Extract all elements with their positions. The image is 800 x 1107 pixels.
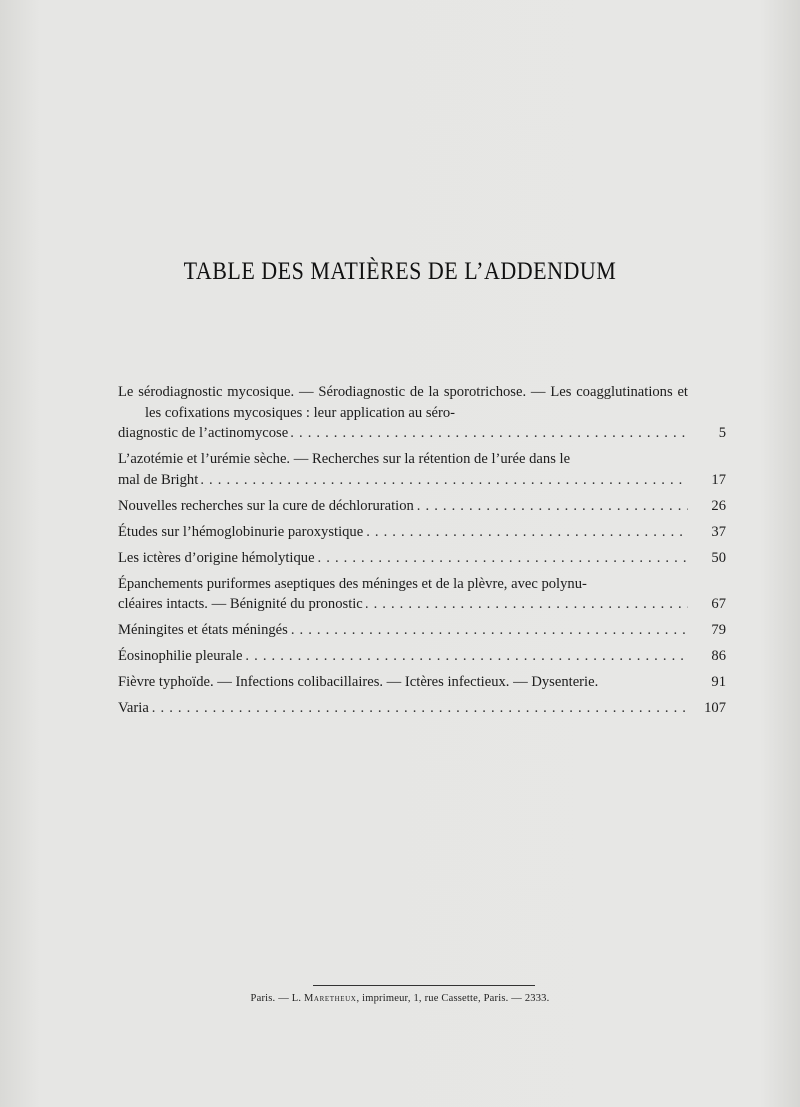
dot-leader [291, 620, 688, 641]
dot-leader [366, 594, 688, 615]
footer-prefix: Paris. — L. [250, 993, 304, 1004]
toc-page-number: 107 [704, 700, 726, 716]
toc-page-number: 26 [711, 497, 726, 514]
toc-entry-final-text: Varia [118, 700, 149, 716]
toc-entry-body [118, 382, 726, 444]
toc-entry-final-text: Éosinophilie pleurale [118, 648, 243, 664]
toc-entry-final-text: Fièvre typhoïde. — Infections colibacillaires. — Ictères infectieux. — Dysenterie. [118, 674, 599, 690]
dot-leader [201, 470, 688, 491]
toc-entry [118, 698, 726, 719]
toc-entry-body [118, 522, 726, 543]
toc-entry-last-line [118, 594, 726, 615]
footer-suffix: , imprimeur, 1, rue Cassette, Paris. — 2333. [356, 993, 550, 1004]
footer-printer-name: Maretheux [304, 993, 357, 1004]
toc-page-number: 86 [711, 648, 726, 664]
dot-leader [366, 522, 688, 543]
toc-entry-body [118, 698, 726, 719]
toc-entry-body [118, 574, 726, 615]
toc-entry-final-text: Méningites et états méningés [118, 622, 288, 638]
toc-entry-body [118, 620, 726, 641]
toc-entry-last-line [118, 496, 726, 517]
toc-entry-last-line [118, 698, 726, 719]
toc-page-number: 17 [711, 471, 726, 488]
toc-entry-final-text: Études sur l’hémoglobinurie paroxystique [118, 523, 364, 540]
toc-page-number: 5 [718, 425, 726, 441]
toc-entry-last-line [118, 522, 726, 543]
toc-entry-text: Le sérodiagnostic mycosique. — Sérodiagnostic de la sporotrichose. — Les coagglutinations et les cofixations mycosiques : leur application au séro- [118, 384, 688, 421]
toc-entry-last-line [118, 646, 726, 667]
toc-entry-last-line [118, 672, 726, 693]
toc-page-number: 37 [711, 523, 726, 540]
toc-entry [118, 496, 726, 517]
dot-leader [318, 548, 688, 569]
printer-footer [0, 993, 800, 1004]
toc-entry-text: Épanchements puriformes aseptiques des méninges et de la plèvre, avec polynu- [118, 575, 587, 592]
toc-page-number: 67 [711, 596, 726, 612]
toc-entry-body [118, 672, 726, 693]
table-of-contents [118, 382, 726, 724]
toc-entry [118, 382, 726, 444]
toc-page-number: 50 [711, 549, 726, 566]
toc-entry-last-line [118, 423, 726, 444]
page-title: TABLE DES MATIÈRES DE L’ADDENDUM [183, 256, 617, 285]
toc-entry-body [118, 496, 726, 517]
footer-rule [313, 985, 535, 986]
toc-entry-final-text: Nouvelles recherches sur la cure de déchloruration [118, 497, 414, 514]
toc-entry-final-text: mal de Bright [118, 471, 199, 488]
toc-entry [118, 672, 726, 693]
toc-entry [118, 646, 726, 667]
toc-entry-last-line [118, 548, 726, 569]
toc-entry-last-line [118, 470, 726, 491]
toc-entry-body [118, 548, 726, 569]
toc-entry-final-text: cléaires intacts. — Bénignité du pronostic [118, 596, 363, 612]
dot-leader [152, 698, 688, 719]
toc-entry-body [118, 646, 726, 667]
toc-entry-text: L’azotémie et l’urémie sèche. — Recherches sur la rétention de l’urée dans le [118, 451, 571, 467]
toc-page-number: 91 [711, 674, 726, 690]
dot-leader [245, 646, 688, 667]
toc-page-number: 79 [711, 622, 726, 638]
toc-entry [118, 449, 726, 490]
toc-entry [118, 548, 726, 569]
toc-entry-final-text: Les ictères d’origine hémolytique [118, 549, 315, 566]
toc-entry [118, 522, 726, 543]
toc-entry-final-text: diagnostic de l’actinomycose [118, 425, 289, 441]
toc-entry-body [118, 449, 726, 490]
toc-entry [118, 574, 726, 615]
toc-entry [118, 620, 726, 641]
toc-entry-last-line [118, 620, 726, 641]
dot-leader [291, 423, 688, 444]
dot-leader [417, 496, 688, 517]
